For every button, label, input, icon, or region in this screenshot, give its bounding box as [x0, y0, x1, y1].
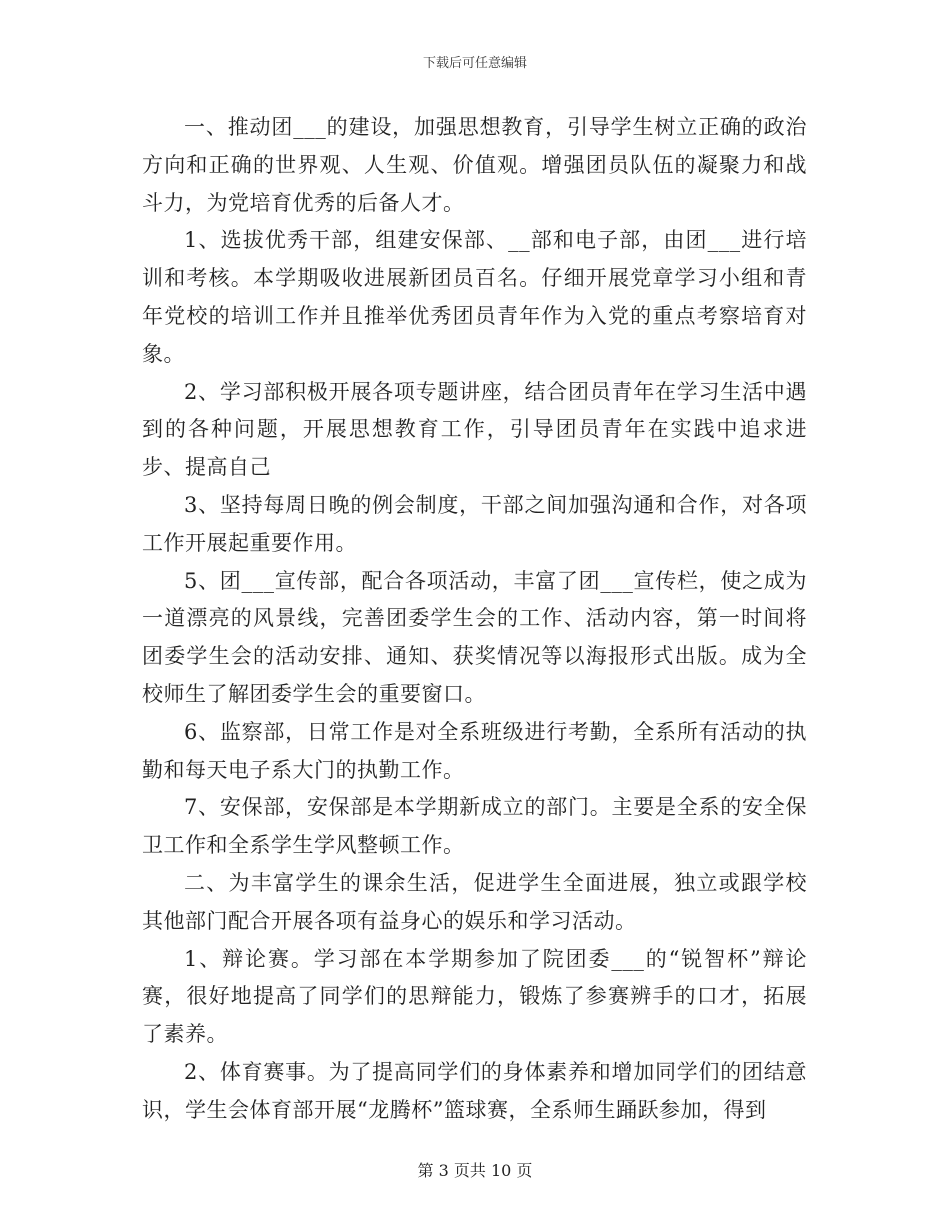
paragraph: 1、选拔优秀干部，组建安保部、__部和电子部，由团___进行培训和考核。本学期吸收进展新团员百名。仔细开展党章学习小组和青年党校的培训工作并且推举优秀团员青年作为入党的重点考察培育对象。 — [142, 228, 807, 366]
paragraph: 二、为丰富学生的课余生活，促进学生全面进展，独立或跟学校其他部门配合开展各项有益身心的娱乐和学习活动。 — [142, 870, 807, 933]
paragraph: 2、学习部积极开展各项专题讲座，结合团员青年在学习生活中遇到的各种问题，开展思想教育工作，引导团员青年在实践中追求进步、提高自己 — [142, 379, 807, 480]
page-number-footer: 第 3 页共 10 页 — [417, 1161, 533, 1180]
paragraph: 1、辩论赛。学习部在本学期参加了院团委___的“锐智杯”辩论赛，很好地提高了同学们的思辩能力，锻炼了参赛辨手的口才，拓展了素养。 — [142, 946, 807, 1047]
paragraph: 3、坚持每周日晚的例会制度，干部之间加强沟通和合作，对各项工作开展起重要作用。 — [142, 492, 807, 555]
page-header-note: 下载后可任意编辑 — [422, 56, 527, 71]
paragraph: 6、监察部，日常工作是对全系班级进行考勤，全系所有活动的执勤和每天电子系大门的执勤工作。 — [142, 719, 807, 782]
paragraph: 7、安保部，安保部是本学期新成立的部门。主要是全系的安全保卫工作和全系学生学风整顿工作。 — [142, 795, 807, 858]
paragraph: 5、团___宣传部，配合各项活动，丰富了团___宣传栏，使之成为一道漂亮的风景线，完善团委学生会的工作、活动内容，第一时间将团委学生会的活动安排、通知、获奖情况等以海报形式出版。成为全校师生了解团委学生会的重要窗口。 — [142, 568, 807, 706]
paragraph: 一、推动团___的建设，加强思想教育，引导学生树立正确的政治方向和正确的世界观、人生观、价值观。增强团员队伍的凝聚力和战斗力，为党培育优秀的后备人才。 — [142, 115, 807, 215]
paragraph: 2、体育赛事。为了提高同学们的身体素养和增加同学们的团结意识，学生会体育部开展“龙腾杯”篮球赛，全系师生踊跃参加，得到 — [142, 1059, 807, 1122]
document-body — [142, 109, 807, 1130]
